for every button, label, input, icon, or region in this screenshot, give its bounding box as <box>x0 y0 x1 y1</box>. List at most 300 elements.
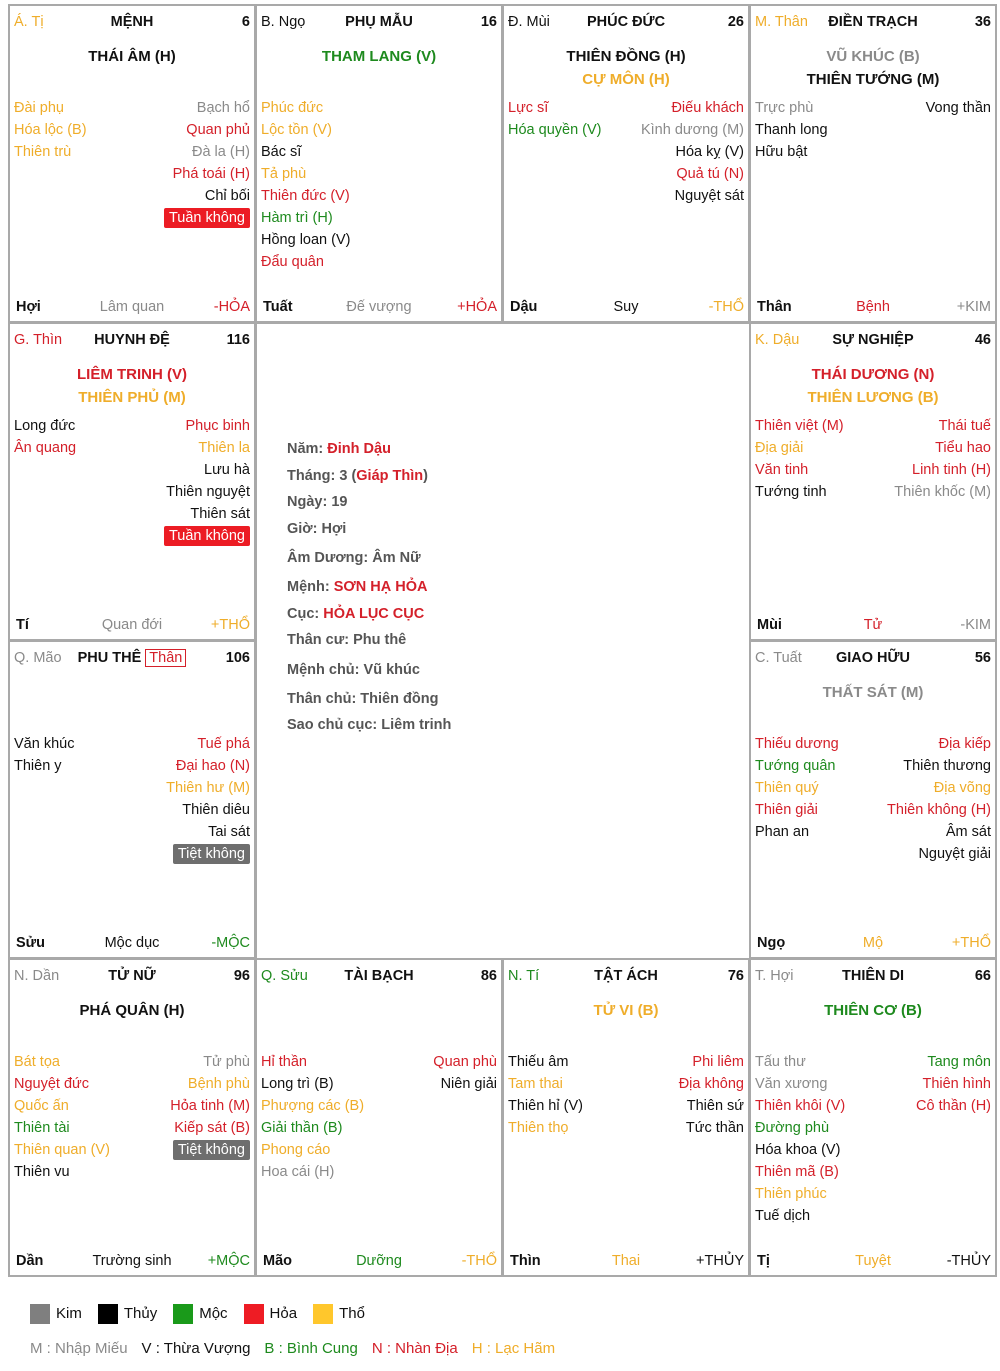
minor-star: Thiên giải <box>755 802 818 818</box>
footer-stage: Thai <box>611 1253 641 1269</box>
minor-star: Thiên thọ <box>508 1120 569 1136</box>
minor-star: Phi liêm <box>692 1054 744 1070</box>
palace-age: 116 <box>226 332 250 348</box>
minor-star: Tử phù <box>203 1054 250 1070</box>
minor-star: Kình dương (M) <box>640 122 744 138</box>
legend-item <box>313 1304 365 1324</box>
star-row <box>755 778 872 800</box>
star-row <box>261 98 378 120</box>
star-row <box>14 756 131 778</box>
star-row <box>755 1074 872 1096</box>
legend-label: Thổ <box>339 1304 365 1322</box>
minor-star: Thiên không (H) <box>887 802 991 818</box>
minor-star: Phá toái (H) <box>172 166 250 182</box>
right-stars <box>874 734 991 866</box>
minor-star: Vong thần <box>925 100 991 116</box>
palace-name-text: PHÚC ĐỨC <box>586 14 666 30</box>
star-row <box>755 1052 872 1074</box>
minor-star: Phục binh <box>185 418 250 434</box>
palace-age: 6 <box>241 14 250 30</box>
main-stars <box>751 683 995 706</box>
palace-branch: G. Thìn <box>14 332 63 348</box>
left-stars <box>755 416 872 504</box>
star-row <box>14 98 131 120</box>
star-row <box>14 1074 131 1096</box>
minor-star: Hóa lộc (B) <box>14 122 87 138</box>
palace-branch: Q. Sửu <box>261 968 308 984</box>
palace-name <box>508 14 744 30</box>
star-row <box>133 482 250 504</box>
star-row <box>380 1052 497 1074</box>
star-row <box>755 1184 872 1206</box>
palace-footer <box>14 295 250 315</box>
star-row <box>874 1096 991 1118</box>
star-row <box>755 460 872 482</box>
minor-star: Cô thần (H) <box>916 1098 991 1114</box>
legend-label: Mộc <box>199 1304 228 1322</box>
star-row <box>380 1074 497 1096</box>
minor-star: Long đức <box>14 418 76 434</box>
abbreviation-item: H : Lạc Hãm <box>471 1340 556 1357</box>
minor-star: Thiên diêu <box>182 802 250 818</box>
palace-age: 76 <box>727 968 744 984</box>
main-stars <box>751 47 995 93</box>
minor-star: Âm sát <box>945 824 991 840</box>
star-row <box>874 844 991 866</box>
minor-star: Tuế dịch <box>755 1208 811 1224</box>
left-stars <box>261 98 378 274</box>
star-row <box>627 98 744 120</box>
minor-star: Quốc ấn <box>14 1098 69 1114</box>
left-stars <box>14 98 131 164</box>
minor-star: Bác sĩ <box>261 144 302 160</box>
footer-element: -THỦY <box>946 1253 991 1269</box>
minor-star: Tiểu hao <box>935 440 991 456</box>
palace-branch: T. Hợi <box>755 968 794 984</box>
palace-age: 26 <box>727 14 744 30</box>
footer-branch: Thân <box>757 299 792 315</box>
info-menh-chu: Mệnh chủ: Vũ khúc <box>287 661 420 678</box>
tiet-khong-badge: Tiệt không <box>173 844 250 864</box>
star-row <box>508 120 625 142</box>
right-stars <box>874 98 991 120</box>
minor-star: Phúc đức <box>261 100 324 116</box>
footer-branch: Tị <box>757 1253 770 1269</box>
palace-name <box>14 332 250 348</box>
star-row <box>508 1096 625 1118</box>
star-row <box>874 1052 991 1074</box>
than-badge: Thân <box>145 649 186 667</box>
star-row <box>508 1074 625 1096</box>
minor-star: Quan phù <box>433 1054 497 1070</box>
star-row <box>755 142 872 164</box>
star-row <box>755 734 872 756</box>
footer-branch: Tuất <box>263 299 293 315</box>
left-stars <box>14 734 131 778</box>
info-hour: Giờ: Hợi <box>287 520 347 537</box>
footer-element: +MỘC <box>207 1253 250 1269</box>
minor-star: Thiên la <box>198 440 250 456</box>
main-star: THÁI ÂM (H) <box>88 48 176 65</box>
star-row <box>261 1074 378 1096</box>
palace-name-text: TÀI BẠCH <box>344 968 414 984</box>
star-row <box>133 164 250 186</box>
left-stars <box>508 98 625 142</box>
star-row <box>874 438 991 460</box>
minor-star: Thiên hỉ (V) <box>508 1098 583 1114</box>
palace-footer <box>755 931 991 951</box>
star-row <box>874 416 991 438</box>
minor-star: Ân quang <box>14 440 77 456</box>
footer-element: +HỎA <box>457 299 497 315</box>
palace-name <box>14 14 250 30</box>
star-row <box>14 142 131 164</box>
star-row <box>508 1118 625 1140</box>
abbreviation-item: V : Thừa Vượng <box>141 1340 251 1357</box>
footer-branch: Tí <box>16 617 29 633</box>
element-legend <box>30 1304 381 1324</box>
minor-star: Đà la (H) <box>191 144 250 160</box>
palace-cell <box>502 958 750 1277</box>
star-row <box>14 416 131 438</box>
minor-star: Chỉ bối <box>204 188 250 204</box>
palace-footer <box>14 931 250 951</box>
palace-age: 106 <box>225 650 250 666</box>
star-row <box>755 482 872 504</box>
palace-cell <box>8 640 256 959</box>
palace-name-text: MỆNH <box>110 14 154 30</box>
minor-star: Tả phù <box>261 166 307 182</box>
info-than-chu: Thân chủ: Thiên đồng <box>287 690 439 707</box>
minor-star: Đại hao (N) <box>175 758 250 774</box>
minor-star: Thiên khôi (V) <box>755 1098 846 1114</box>
info-sao-chu-cuc: Sao chủ cục: Liêm trinh <box>287 717 452 733</box>
center-info-panel <box>255 322 751 960</box>
footer-stage: Lâm quan <box>99 299 165 315</box>
minor-star: Lực sĩ <box>508 100 549 116</box>
palace-footer <box>14 613 250 633</box>
star-row <box>261 1140 378 1162</box>
abbreviation-item: N : Nhàn Địa <box>371 1340 458 1357</box>
minor-star: Tướng tinh <box>755 484 827 500</box>
minor-star: Nguyệt giải <box>918 846 991 862</box>
star-row <box>133 416 250 438</box>
footer-element: +THỦY <box>696 1253 744 1269</box>
minor-star: Địa võng <box>933 780 991 796</box>
star-row <box>874 98 991 120</box>
star-row <box>133 186 250 208</box>
minor-star: Long trì (B) <box>261 1076 334 1092</box>
main-star: THAM LANG (V) <box>321 48 437 65</box>
star-row <box>508 1052 625 1074</box>
palace-age: 46 <box>974 332 991 348</box>
palace-name <box>755 14 991 30</box>
footer-stage: Tuyệt <box>855 1253 891 1269</box>
palace-cell <box>749 322 997 641</box>
info-menh: Mệnh: SƠN HẠ HỎA <box>287 579 428 595</box>
main-stars <box>751 1001 995 1024</box>
minor-star: Phượng các (B) <box>261 1098 365 1114</box>
palace-footer <box>508 295 744 315</box>
palace-age: 56 <box>974 650 991 666</box>
main-star: THIÊN PHỦ (M) <box>78 389 186 406</box>
footer-stage: Đế vượng <box>346 299 412 315</box>
footer-branch: Sửu <box>16 935 46 951</box>
palace-branch: Đ. Mùi <box>508 14 550 30</box>
star-row <box>133 1052 250 1074</box>
legend-item <box>30 1304 82 1324</box>
abbreviation-item: B : Bình Cung <box>264 1340 358 1357</box>
main-star: THIÊN TƯỚNG (M) <box>806 71 940 88</box>
palace-footer <box>261 295 497 315</box>
main-star: TỬ VI (B) <box>593 1002 659 1019</box>
tiet-khong-badge: Tiệt không <box>173 1140 250 1160</box>
star-row <box>261 120 378 142</box>
star-row <box>133 844 250 866</box>
minor-star: Tang môn <box>927 1054 991 1070</box>
palace-branch: M. Thân <box>755 14 808 30</box>
minor-star: Lưu hà <box>204 462 250 478</box>
star-row <box>755 1096 872 1118</box>
minor-star: Hàm trì (H) <box>261 210 333 226</box>
minor-star: Điếu khách <box>671 100 744 116</box>
star-row <box>14 1118 131 1140</box>
star-row <box>133 822 250 844</box>
minor-star: Hóa khoa (V) <box>755 1142 841 1158</box>
minor-star: Thiên hình <box>922 1076 991 1092</box>
info-month: Tháng: 3 (Giáp Thìn) <box>287 467 428 484</box>
footer-stage: Bệnh <box>856 299 890 315</box>
legend-label: Thủy <box>123 1304 158 1322</box>
minor-star: Tam thai <box>508 1076 563 1092</box>
minor-star: Hỉ thần <box>261 1054 307 1070</box>
left-stars <box>755 1052 872 1228</box>
star-row <box>508 98 625 120</box>
abbreviation-item: M : Nhập Miếu <box>30 1340 128 1357</box>
minor-star: Bệnh phù <box>187 1076 250 1092</box>
minor-star: Kiếp sát (B) <box>174 1120 250 1136</box>
footer-stage: Mộ <box>862 935 884 951</box>
footer-element: -THỔ <box>461 1253 497 1269</box>
footer-branch: Mùi <box>757 617 782 633</box>
main-star: PHÁ QUÂN (H) <box>79 1002 185 1019</box>
palace-cell <box>502 4 750 323</box>
star-row <box>14 120 131 142</box>
palace-cell <box>8 322 256 641</box>
footer-branch: Dần <box>16 1253 44 1269</box>
minor-star: Thiếu dương <box>755 736 839 752</box>
palace-header <box>508 968 744 988</box>
legend-swatch <box>98 1304 118 1324</box>
star-row <box>755 120 872 142</box>
right-stars <box>133 1052 250 1162</box>
star-row <box>261 1096 378 1118</box>
info-year: Năm: Đinh Dậu <box>287 441 391 457</box>
star-row <box>261 1052 378 1074</box>
palace-header <box>14 968 250 988</box>
minor-star: Linh tinh (H) <box>912 462 991 478</box>
palace-name <box>755 650 991 666</box>
minor-star: Thiên hư (M) <box>166 780 250 796</box>
right-stars <box>874 1052 991 1118</box>
footer-stage: Quan đới <box>101 617 163 633</box>
footer-element: +KIM <box>956 299 991 315</box>
main-stars <box>10 47 254 70</box>
main-star: THẤT SÁT (M) <box>822 684 924 701</box>
minor-star: Nguyệt đức <box>14 1076 89 1092</box>
star-row <box>627 1118 744 1140</box>
star-row <box>755 800 872 822</box>
palace-branch: K. Dậu <box>755 332 800 348</box>
main-star: THIÊN LƯƠNG (B) <box>807 389 939 406</box>
palace-footer <box>755 295 991 315</box>
palace-age: 16 <box>480 14 497 30</box>
minor-star: Thiên khốc (M) <box>894 484 991 500</box>
palace-footer <box>755 613 991 633</box>
minor-star: Thiếu âm <box>508 1054 569 1070</box>
palace-branch: Q. Mão <box>14 650 62 666</box>
star-row <box>14 1052 131 1074</box>
minor-star: Nguyệt sát <box>674 188 744 204</box>
palace-footer <box>755 1249 991 1269</box>
palace-name-text: TẬT ÁCH <box>594 968 658 984</box>
palace-name-text: THIÊN DI <box>841 968 905 984</box>
footer-stage: Tử <box>863 617 883 633</box>
palace-name <box>14 650 250 666</box>
tuan-khong-badge: Tuần không <box>164 208 250 228</box>
palace-header <box>755 650 991 670</box>
star-row <box>261 208 378 230</box>
star-row <box>755 1140 872 1162</box>
right-stars <box>874 416 991 504</box>
right-stars <box>627 1052 744 1140</box>
star-row <box>755 98 872 120</box>
palace-name <box>261 968 497 984</box>
footer-element: -THỔ <box>708 299 744 315</box>
left-stars <box>755 734 872 844</box>
right-stars <box>380 1052 497 1096</box>
star-row <box>755 1162 872 1184</box>
footer-branch: Mão <box>263 1253 292 1269</box>
palace-header <box>261 14 497 34</box>
minor-star: Thiên nguyệt <box>166 484 250 500</box>
minor-star: Hữu bật <box>755 144 808 160</box>
palace-name-text: TỬ NỮ <box>108 968 156 984</box>
minor-star: Thiên sát <box>190 506 250 522</box>
star-row <box>874 460 991 482</box>
palace-cell <box>8 958 256 1277</box>
star-row <box>14 1140 131 1162</box>
palace-age: 96 <box>233 968 250 984</box>
tuan-khong-badge: Tuần không <box>164 526 250 546</box>
minor-star: Giải thần (B) <box>261 1120 343 1136</box>
minor-star: Thiên đức (V) <box>261 188 350 204</box>
star-row <box>133 1118 250 1140</box>
footer-branch: Hợi <box>16 299 41 315</box>
palace-name-text: HUYNH ĐỆ <box>94 332 170 348</box>
main-star: CỰ MÔN (H) <box>582 71 670 88</box>
main-stars <box>751 365 995 411</box>
palace-cell <box>749 640 997 959</box>
info-cuc: Cục: HỎA LỤC CỤC <box>287 605 425 622</box>
legend-item <box>244 1304 298 1324</box>
palace-cell <box>749 958 997 1277</box>
info-am-duong: Âm Dương: Âm Nữ <box>287 550 421 566</box>
star-row <box>133 1140 250 1162</box>
left-stars <box>755 98 872 164</box>
star-row <box>261 1162 378 1184</box>
minor-star: Thiên thương <box>903 758 991 774</box>
legend-label: Kim <box>56 1304 82 1322</box>
palace-footer <box>508 1249 744 1269</box>
star-row <box>133 526 250 548</box>
star-row <box>874 800 991 822</box>
palace-header <box>755 332 991 352</box>
star-row <box>133 460 250 482</box>
footer-element: -HỎA <box>213 299 250 315</box>
right-stars <box>133 98 250 230</box>
minor-star: Hỏa tinh (M) <box>170 1098 250 1114</box>
main-star: LIÊM TRINH (V) <box>77 366 187 383</box>
minor-star: Địa không <box>678 1076 744 1092</box>
abbreviation-legend <box>30 1340 569 1357</box>
star-row <box>133 120 250 142</box>
palace-age: 36 <box>974 14 991 30</box>
main-star: THÁI DƯƠNG (N) <box>811 366 935 383</box>
star-row <box>755 416 872 438</box>
palace-footer <box>261 1249 497 1269</box>
minor-star: Thanh long <box>755 122 828 138</box>
main-star: VŨ KHÚC (B) <box>826 48 920 65</box>
minor-star: Phong cáo <box>261 1142 331 1158</box>
minor-star: Tấu thư <box>755 1054 806 1070</box>
left-stars <box>14 416 131 460</box>
star-row <box>874 1074 991 1096</box>
palace-name <box>508 968 744 984</box>
star-row <box>755 1118 872 1140</box>
star-row <box>627 1096 744 1118</box>
star-row <box>874 778 991 800</box>
palace-cell <box>8 4 256 323</box>
minor-star: Hóa quyền (V) <box>508 122 602 138</box>
minor-star: Thiên việt (M) <box>755 418 844 434</box>
minor-star: Văn tinh <box>755 462 809 478</box>
main-stars <box>10 1001 254 1024</box>
star-row <box>874 756 991 778</box>
star-row <box>874 822 991 844</box>
star-row <box>627 186 744 208</box>
footer-element: -MỘC <box>211 935 250 951</box>
palace-branch: C. Tuất <box>755 650 802 666</box>
main-stars <box>504 47 748 93</box>
star-row <box>14 1162 131 1184</box>
star-row <box>627 1074 744 1096</box>
minor-star: Thiên quý <box>755 780 819 796</box>
star-row <box>261 1118 378 1140</box>
minor-star: Hồng loan (V) <box>261 232 351 248</box>
right-stars <box>133 734 250 866</box>
minor-star: Hoa cái (H) <box>261 1164 335 1180</box>
minor-star: Văn xương <box>755 1076 828 1092</box>
palace-header <box>261 968 497 988</box>
star-row <box>133 1096 250 1118</box>
minor-star: Bát tọa <box>14 1054 60 1070</box>
star-row <box>755 438 872 460</box>
left-stars <box>261 1052 378 1184</box>
palace-name-text: SỰ NGHIỆP <box>832 332 914 348</box>
minor-star: Văn khúc <box>14 736 75 752</box>
palace-name-text: PHỤ MẪU <box>345 14 413 30</box>
